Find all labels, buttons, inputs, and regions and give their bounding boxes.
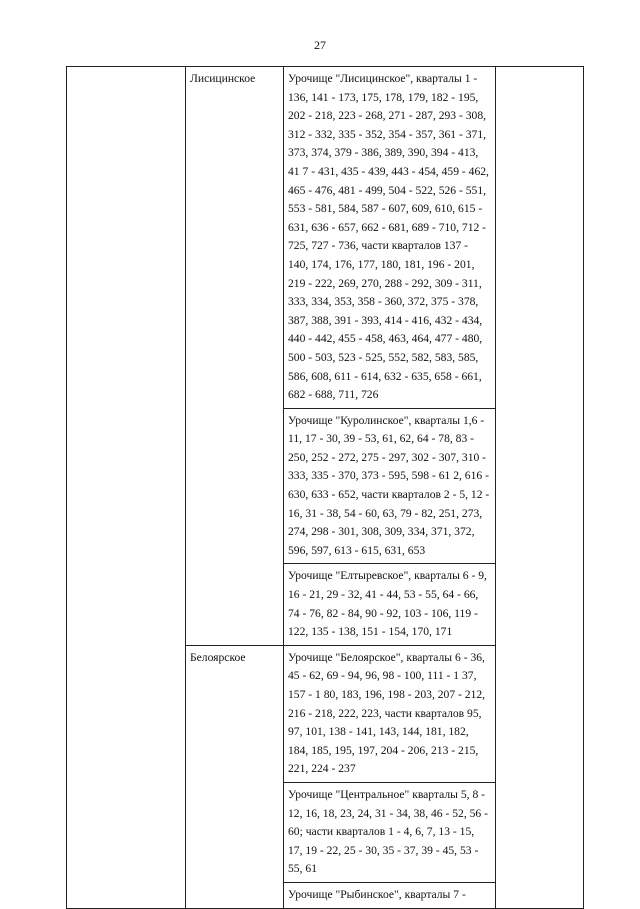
tract-description: Урочище "Лисицинское", кварталы 1 - 136, 141 - 173, 175, 178, 179, 182 - 195, 202 - 218, 223 - 268, 271 - 287, 293 - 308, 312 - 332, 335 - 352, 354 - 357, 361 - 371, 373, 374, 379 - 386, 389, 390, 394 - 413, 41 7 - 431, 435 - 439, 443 - 454, 459 - 462, 465 - 476, 481 - 499, 504 - 522, 526 - 551, 553 - 581, 584, 587 - 607, 609, 610, 615 - 631, 636 - 657, 662 - 681, 689 - 710, 712 - 725, 727 - 736, части кварталов 137 - 140, 174, 176, 177, 180, 181, 196 - 201, 219 - 222, 269, 270, 288 - 292, 309 - 311, 333, 334, 353, 358 - 360, 372, 375 - 378, 387, 388, 391 - 393, 414 - 416, 432 - 434, 440 - 442, 455 - 458, 463, 464, 477 - 480, 500 - 503, 523 - 525, 552, 582, 583, 585, 586, 608, 611 - 614, 632 - 635, 658 - 661, 682 - 688, 711, 726: [284, 67, 496, 409]
district-name: Лисицинское: [186, 67, 284, 646]
page-number: 27: [314, 38, 326, 52]
table-cell-empty-right: [496, 67, 584, 909]
tract-description: Урочище "Елтыревское", кварталы 6 - 9, 16 - 21, 29 - 32, 41 - 44, 53 - 55, 64 - 66, 74 - 76, 82 - 84, 90 - 92, 103 - 106, 119 - 122, 135 - 138, 151 - 154, 170, 171: [284, 564, 496, 645]
tract-description: Урочище "Белоярское", кварталы 6 - 36, 45 - 62, 69 - 94, 96, 98 - 100, 111 - 1 37, 157 - 1 80, 183, 196, 198 - 203, 207 - 212, 216 - 218, 222, 223, части кварталов 95, 97, 101, 138 - 141, 143, 144, 181, 182, 184, 185, 195, 197, 204 - 206, 213 - 215, 221, 224 - 237: [284, 645, 496, 782]
table-cell-empty-left: [67, 67, 186, 909]
table-row: [67, 67, 584, 409]
tract-description: Урочище "Рыбинское", кварталы 7 -: [284, 882, 496, 908]
district-name: Белоярское: [186, 645, 284, 908]
forestry-table: [66, 66, 584, 909]
tract-description: Урочище "Куролинское", кварталы 1,6 - 11, 17 - 30, 39 - 53, 61, 62, 64 - 78, 83 - 250, 252 - 272, 275 - 297, 302 - 307, 310 - 333, 335 - 370, 373 - 595, 598 - 61 2, 616 - 630, 633 - 652, части кварталов 2 - 5, 12 - 16, 31 - 38, 54 - 60, 63, 79 - 82, 251, 273, 274, 298 - 301, 308, 309, 334, 371, 372, 596, 597, 613 - 615, 631, 653: [284, 408, 496, 564]
tract-description: Урочище "Центральное" кварталы 5, 8 - 12, 16, 18, 23, 24, 31 - 34, 38, 46 - 52, 56 - 60; части кварталов 1 - 4, 6, 7, 13 - 15, 17, 19 - 22, 25 - 30, 35 - 37, 39 - 45, 53 - 55, 61: [284, 782, 496, 882]
